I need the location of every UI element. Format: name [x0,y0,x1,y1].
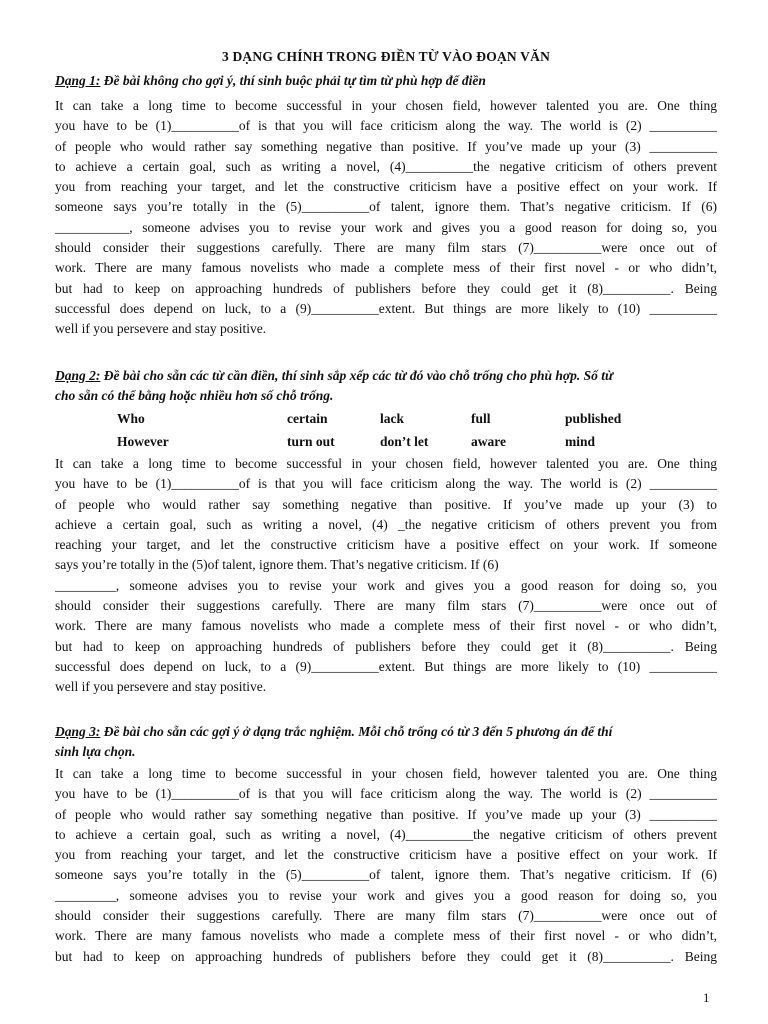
paragraph-line: but had to keep on approaching hundreds of publishers before they could get it (8)__________. Being [55,948,717,964]
page-title: 3 DẠNG CHÍNH TRONG ĐIỀN TỪ VÀO ĐOẠN VĂN [221,49,551,64]
word-bank [117,408,622,454]
section-2-heading-text-2: cho sẵn có thể bằng hoặc nhiều hơn số chỗ trống. [55,388,334,403]
section-3-tag: Dạng 3: [55,724,101,739]
paragraph-line: well if you persevere and stay positive. [55,321,267,337]
paragraph-line: of people who would rather say something negative than positive. If you’ve made up your (3) to [55,496,717,512]
paragraph-line: of people who would rather say something negative than positive. If you’ve made up your (3) __________ [55,806,717,822]
word-bank-item: aware [471,434,506,449]
paragraph-line: you have to be (1)__________of is that you will face criticism along the way. The world is (2) __________ [55,476,717,492]
paragraph-line: _________, someone advises you to revise your work and gives you a good reason for doing so, you [55,577,717,593]
section-1-heading-text: Đề bài không cho gợi ý, thí sinh buộc phải tự tìm từ phù hợp để điền [100,73,486,88]
page-number: 1 [703,990,710,1005]
paragraph-line: someone says you’re totally in the (5)__________of talent, ignore them. That’s negative criticism. If (6) [55,867,717,883]
word-bank-item: However [117,434,169,449]
paragraph-line: It can take a long time to become successful in your chosen field, however talented you are. One thing [55,456,717,471]
paragraph-line: should consider their suggestions carefully. There are many film stars (7)__________were once out of [55,598,717,614]
paragraph-line: work. There are many famous novelists who made a complete mess of their first novel - or who didn’t, [55,928,717,944]
section-2-heading [55,366,717,406]
paragraph-line: should consider their suggestions carefully. There are many film stars (7)__________were once out of [55,908,717,924]
paragraph-line: successful does depend on luck, to a (9)__________extent. But things are more likely to (10) __________ [55,658,717,674]
section-3-paragraph [55,764,717,967]
paragraph-line: work. There are many famous novelists who made a complete mess of their first novel - or who didn’t, [55,618,717,634]
word-bank-row [117,431,597,454]
word-bank-item: turn out [287,434,335,449]
paragraph-line: says you’re totally in the (5)of talent, ignore them. That’s negative criticism. If (6) [55,557,499,573]
paragraph-line: to achieve a certain goal, such as writing a novel, (4)__________the negative criticism of others prevent [55,826,717,842]
section-1-heading [55,71,717,91]
word-bank-item: certain [287,411,328,426]
paragraph-line: but had to keep on approaching hundreds of publishers before they could get it (8)__________. Being [55,638,717,654]
word-bank-item: lack [380,411,405,426]
paragraph-line: well if you persevere and stay positive. [55,679,267,695]
paragraph-line: of people who would rather say something negative than positive. If you’ve made up your (3) __________ [55,138,717,154]
section-3-heading-text: Đề bài cho sẵn các gợi ý ở dạng trắc nghiệm. Mỗi chỗ trống có từ 3 đến 5 phương án để thí [100,724,613,739]
paragraph-line: ___________, someone advises you to revise your work and gives you a good reason for doing so, you [55,219,717,235]
word-bank-item: don’t let [380,434,429,449]
section-2-tag: Dạng 2: [55,368,101,383]
paragraph-line: but had to keep on approaching hundreds of publishers before they could get it (8)__________. Being [55,280,717,296]
paragraph-line: you have to be (1)__________of is that you will face criticism along the way. The world is (2) __________ [55,786,717,802]
word-bank-item: Who [117,411,145,426]
section-1-tag: Dạng 1: [55,73,101,88]
word-bank-item: mind [565,434,596,449]
paragraph-line: reaching your target, and let the constructive criticism have a positive effect on your work. If someone [55,537,717,553]
section-2-heading-text: Đề bài cho sẵn các từ cần điền, thí sinh sắp xếp các từ đó vào chỗ trống cho phù hợp. Số từ [100,368,614,383]
word-bank-item: full [471,411,491,426]
paragraph-line: It can take a long time to become successful in your chosen field, however talented you are. One thing [55,98,717,113]
paragraph-line: you have to be (1)__________of is that you will face criticism along the way. The world is (2) __________ [55,118,717,134]
paragraph-line: should consider their suggestions carefully. There are many film stars (7)__________were once out of [55,240,717,256]
section-2-paragraph [55,454,717,698]
paragraph-line: achieve a certain goal, such as writing a novel, (4) _the negative criticism of others prevent you from [55,516,717,532]
section-3-heading [55,722,717,762]
paragraph-line: _________, someone advises you to revise your work and gives you a good reason for doing so, you [55,887,717,903]
paragraph-line: you from reaching your target, and let the constructive criticism have a positive effect on your work. If [55,847,717,863]
paragraph-line: to achieve a certain goal, such as writing a novel, (4)__________the negative criticism of others prevent [55,158,717,174]
paragraph-line: you from reaching your target, and let the constructive criticism have a positive effect on your work. If [55,179,717,195]
paragraph-line: someone says you’re totally in the (5)__________of talent, ignore them. That’s negative criticism. If (6) [55,199,717,215]
word-bank-row [117,408,622,431]
paragraph-line: It can take a long time to become successful in your chosen field, however talented you are. One thing [55,766,717,781]
section-3-heading-text-2: sinh lựa chọn. [55,744,136,759]
paragraph-line: successful does depend on luck, to a (9)__________extent. But things are more likely to (10) __________ [55,300,717,316]
word-bank-item: published [565,411,622,426]
paragraph-line: work. There are many famous novelists who made a complete mess of their first novel - or who didn’t, [55,260,717,276]
section-1-paragraph [55,96,717,340]
